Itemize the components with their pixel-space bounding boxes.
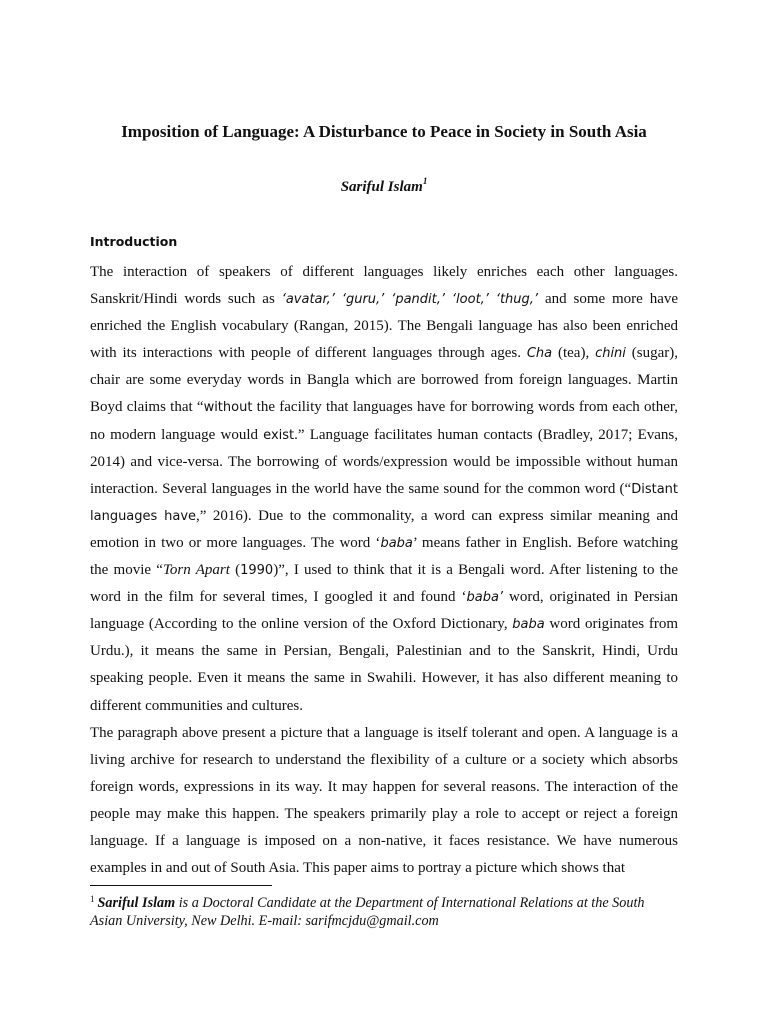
paragraph-1: The interaction of speakers of different languages likely enriches each other languages. Sanskrit/Hindi words such as ‘avatar,’ ‘guru,’ ‘pandit,’ ‘loot,’ ‘thug,’ and some more have enriched the English vocabulary (Rangan, 2015). The Bengali language has also been enriched with its interactions with people of different languages through ages. Cha (tea), chini (sugar), chair are some everyday words in Bangla which are borrowed from foreign languages. Martin Boyd claims that “without the facility that languages have for borrowing words from each other, no modern language would exist.” Language facilitates human contacts (Bradley, 2017; Evans, 2014) and vice-versa. The borrowing of words/expression would be impossible without human interaction. Several languages in the world have the same sound for the common word (“Distant languages have,” 2016). Due to the commonality, a word can express similar meaning and emotion in two or more languages. The word ‘baba’ means father in English. Before watching the movie “Torn Apart (1990)”, I used to think that it is a Bengali word. After listening to the word in the film for several times, I googled it and found ‘baba’ word, originated in Persian language (According to the online version of the Oxford Dictionary, baba word originates from Urdu.), it means the same in Persian, Bengali, Palestinian and to the Sanskrit, Hindi, Urdu speaking people. Even it means the same in Swahili. However, it has also different meaning to different communities and cultures. — [90, 264, 679, 714]
movie-year: 1990 — [240, 563, 274, 579]
footnote-author: Sariful Islam — [97, 895, 176, 911]
term-avatar: ‘avatar,’ — [281, 292, 335, 308]
quote-word-exist: exist — [263, 427, 295, 443]
cited-title: Distant languages have — [90, 481, 678, 524]
footnote-mark: 1 — [422, 176, 428, 186]
quote-word-without: without — [203, 400, 253, 416]
term-baba: baba’ — [466, 590, 504, 606]
term-guru: ‘guru,’ — [341, 292, 385, 308]
body-text — [90, 259, 678, 882]
author-line — [0, 177, 768, 197]
term-baba: baba — [512, 617, 545, 633]
term-baba: baba — [380, 535, 413, 551]
term-cha: Cha — [526, 346, 553, 362]
paragraph-2: The paragraph above present a picture that a language is itself tolerant and open. A language is a living archive for research to understand the flexibility of a culture or a society which absorbs foreign words, expressions in its way. It may happen for several reasons. The interaction of the people may make this happen. The speakers primarily play a role to accept or reject a foreign language. If a language is imposed on a non-native, it faces resistance. We have numerous examples in and out of South Asia. This paper aims to portray a picture which shows that — [90, 724, 678, 877]
paper-title: Imposition of Language: A Disturbance to Peace in Society in South Asia — [121, 122, 647, 141]
section-heading: Introduction — [90, 234, 178, 249]
footnote-number: 1 — [90, 894, 95, 904]
author-name: Sariful Islam — [340, 179, 423, 195]
term-pandit: ‘pandit,’ — [391, 292, 446, 308]
term-chini: chini — [595, 346, 626, 362]
movie-title: Torn Apart — [162, 562, 230, 579]
term-thug: ‘thug,’ — [495, 292, 539, 308]
footnote-text: is a Doctoral Candidate at the Department of International Relations at the South Asian University, New Delhi. E-mail: sarifmcjdu@gmail.com — [90, 895, 645, 929]
footnote-divider — [90, 885, 272, 886]
term-loot: ‘loot,’ — [451, 292, 489, 308]
footnote — [90, 894, 680, 930]
